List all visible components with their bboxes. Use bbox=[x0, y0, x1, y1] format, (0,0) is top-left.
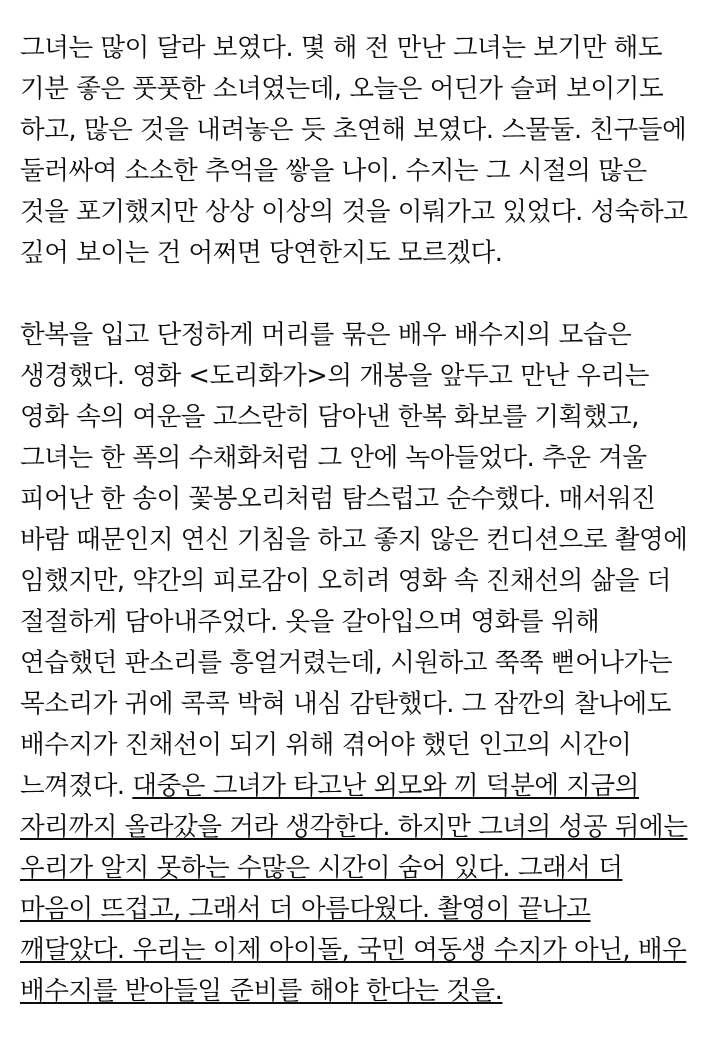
article-paragraph-2 bbox=[20, 315, 700, 1012]
article-paragraph-1: 그녀는 많이 달라 보였다. 몇 해 전 만난 그녀는 보기만 해도 기분 좋은 풋풋한 소녀였는데, 오늘은 어딘가 슬퍼 보이기도 하고, 많은 것을 내려놓은 듯 초연해 보였다. 스물둘. 친구들에 둘러싸여 소소한 추억을 쌓을 나이. 수지는 그 시절의 많은 것을 포기했지만 상상 이상의 것을 이뤄가고 있었다. 성숙하고 깊어 보이는 건 어쩌면 당연한지도 모르겠다. bbox=[20, 33, 688, 268]
paragraph-2-underlined-segment: 대중은 그녀가 타고난 외모와 끼 덕분에 지금의 자리까지 올라갔을 거라 생각한다. 하지만 그녀의 성공 뒤에는 우리가 알지 못하는 수많은 시간이 숨어 있다. 그래서 더 마음이 뜨겁고, 그래서 더 아름다웠다. 촬영이 끝나고 깨달았다. 우리는 이제 아이돌, 국민 여동생 수지가 아닌, 배우 배수지를 받아들일 준비를 해야 한다는 것을. bbox=[20, 771, 688, 1006]
paragraph-2-plain-segment: 한복을 입고 단정하게 머리를 묶은 배우 배수지의 모습은 생경했다. 영화 <도리화가>의 개봉을 앞두고 만난 우리는 영화 속의 여운을 고스란히 담아낸 한복 화보를 기획했고, 그녀는 한 폭의 수채화처럼 그 안에 녹아들었다. 추운 겨울 피어난 한 송이 꽃봉오리처럼 탐스럽고 순수했다. 매서워진 바람 때문인지 연신 기침을 하고 좋지 않은 컨디션으로 촬영에 임했지만, 약간의 피로감이 오히려 영화 속 진채선의 삶을 더 절절하게 담아내주었다. 옷을 갈아입으며 영화를 위해 연습했던 판소리를 흥얼거렸는데, 시원하고 쭉쭉 뻗어나가는 목소리가 귀에 콕콕 박혀 내심 감탄했다. 그 잠깐의 찰나에도 배수지가 진채선이 되기 위해 겪어야 했던 인고의 시간이 느껴졌다. bbox=[20, 320, 688, 801]
